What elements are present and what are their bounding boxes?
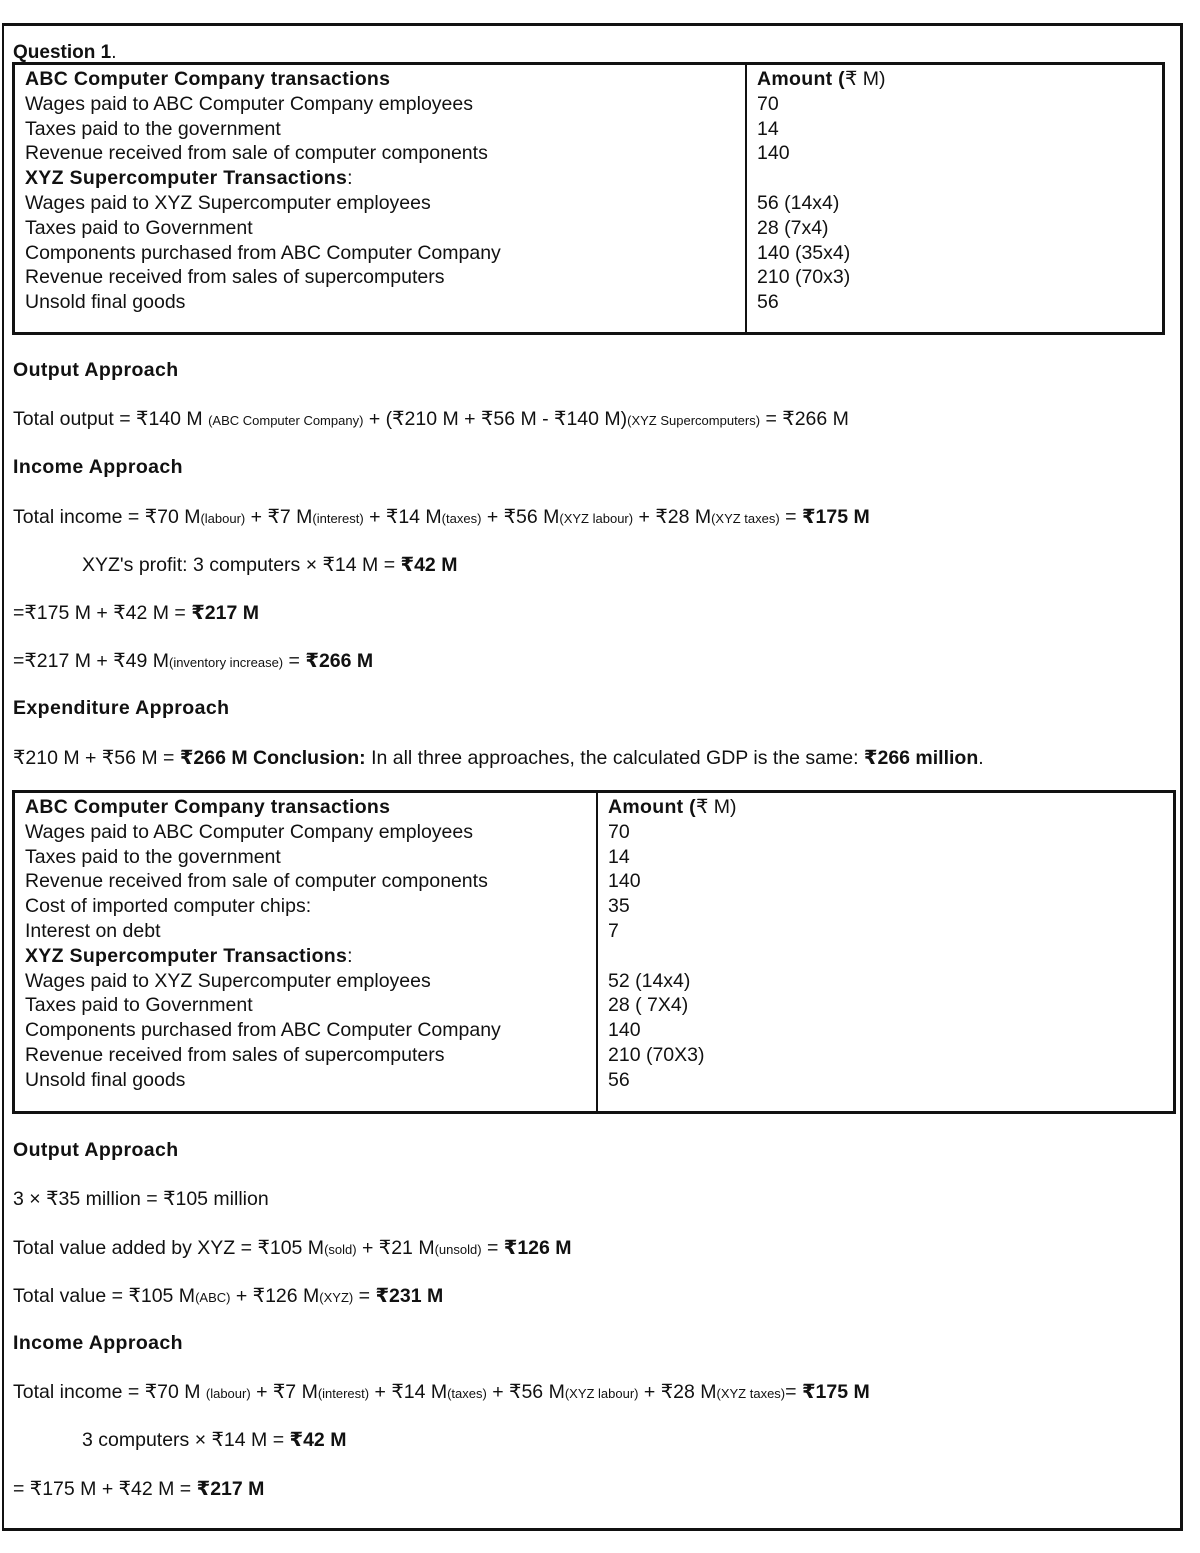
row-label: Components purchased from ABC Computer Company xyxy=(25,241,501,264)
sum-line: =₹175 M + ₹42 M = ₹217 M xyxy=(13,602,259,624)
row-amount: 14 xyxy=(757,117,779,140)
row-amount: 52 (14x4) xyxy=(608,969,691,992)
row-label: XYZ Supercomputer Transactions: xyxy=(25,167,353,190)
expenditure-approach-heading: Expenditure Approach xyxy=(13,697,230,719)
row-amount: 28 (7x4) xyxy=(757,216,829,239)
row-label: Unsold final goods xyxy=(25,1068,186,1091)
transactions-table-1 xyxy=(12,62,1165,335)
labels-column xyxy=(14,792,598,1113)
row-label: Taxes paid to the government xyxy=(25,845,281,868)
answer-page xyxy=(2,23,1183,1531)
row-label: Wages paid to ABC Computer Company employees xyxy=(25,92,473,115)
row-label: Revenue received from sale of computer components xyxy=(25,142,488,165)
amounts-column xyxy=(746,64,1164,334)
labels-column xyxy=(14,64,747,334)
row-amount: 35 xyxy=(608,895,630,918)
row-label: Interest on debt xyxy=(25,919,161,942)
total-value-line: Total value = ₹105 M(ABC) + ₹126 M(XYZ) = ₹231 M xyxy=(13,1285,444,1307)
row-label: XYZ Supercomputer Transactions: xyxy=(25,944,353,967)
row-label: Revenue received from sales of supercomputers xyxy=(25,1043,445,1066)
row-amount: 7 xyxy=(608,919,619,942)
row-label: Taxes paid to the government xyxy=(25,117,281,140)
row-amount: 210 (70x3) xyxy=(757,266,851,289)
row-amount: 70 xyxy=(608,820,630,843)
row-label: Taxes paid to Government xyxy=(25,994,253,1017)
row-amount: 140 xyxy=(757,142,790,165)
table-header-label: ABC Computer Company transactions xyxy=(25,796,391,818)
row-amount: 14 xyxy=(608,845,630,868)
row-label: Revenue received from sale of computer components xyxy=(25,870,488,893)
row-amount: 70 xyxy=(757,92,779,115)
row-amount xyxy=(608,944,1173,969)
row-amount xyxy=(757,166,1162,191)
xyz-profit-line: XYZ's profit: 3 computers × ₹14 M = ₹42 M xyxy=(82,554,458,576)
output-approach-heading-2: Output Approach xyxy=(13,1139,179,1161)
row-label: Revenue received from sales of supercomputers xyxy=(25,266,445,289)
row-amount: 28 ( 7X4) xyxy=(608,994,689,1017)
expenditure-conclusion-line: ₹210 M + ₹56 M = ₹266 M Conclusion: In all three approaches, the calculated GDP is the same: ₹266 million. xyxy=(13,747,984,769)
transactions-table-2 xyxy=(12,790,1176,1114)
profit-line-2: 3 computers × ₹14 M = ₹42 M xyxy=(82,1429,347,1451)
row-label: Wages paid to XYZ Supercomputer employees xyxy=(25,191,431,214)
inventory-line: =₹217 M + ₹49 M(inventory increase) = ₹266 M xyxy=(13,650,374,672)
row-label: Unsold final goods xyxy=(25,291,186,314)
total-income-line-2: Total income = ₹70 M (labour) + ₹7 M(interest) + ₹14 M(taxes) + ₹56 M(XYZ labour) + ₹28 M(XYZ taxes)= ₹175 M xyxy=(13,1381,870,1403)
row-label: Cost of imported computer chips: xyxy=(25,895,312,918)
row-amount: 56 xyxy=(757,291,779,314)
table-header-amount: Amount (₹ M) xyxy=(757,68,886,90)
table-header-amount: Amount (₹ M) xyxy=(608,796,737,818)
row-amount: 210 (70X3) xyxy=(608,1043,705,1066)
total-income-line: Total income = ₹70 M(labour) + ₹7 M(interest) + ₹14 M(taxes) + ₹56 M(XYZ labour) + ₹28 M(XYZ taxes) = ₹175 M xyxy=(13,506,870,528)
sum-line-2: = ₹175 M + ₹42 M = ₹217 M xyxy=(13,1478,265,1500)
output-approach-heading: Output Approach xyxy=(13,359,179,381)
row-amount: 140 xyxy=(608,870,641,893)
total-output-line: Total output = ₹140 M (ABC Computer Company) + (₹210 M + ₹56 M - ₹140 M)(XYZ Supercomputers) = ₹266 M xyxy=(13,408,849,430)
row-label: Components purchased from ABC Computer Company xyxy=(25,1019,501,1042)
row-label: Wages paid to ABC Computer Company employees xyxy=(25,820,473,843)
amounts-column xyxy=(597,792,1175,1113)
question-title: Question 1. xyxy=(13,42,117,63)
chips-line: 3 × ₹35 million = ₹105 million xyxy=(13,1188,269,1210)
row-amount: 56 xyxy=(608,1068,630,1091)
row-amount: 140 (35x4) xyxy=(757,241,851,264)
xyz-value-added-line: Total value added by XYZ = ₹105 M(sold) + ₹21 M(unsold) = ₹126 M xyxy=(13,1237,572,1259)
row-label: Taxes paid to Government xyxy=(25,216,253,239)
row-amount: 140 xyxy=(608,1019,641,1042)
row-amount: 56 (14x4) xyxy=(757,191,840,214)
row-label: Wages paid to XYZ Supercomputer employees xyxy=(25,969,431,992)
table-header-label: ABC Computer Company transactions xyxy=(25,68,391,90)
income-approach-heading: Income Approach xyxy=(13,456,183,478)
income-approach-heading-2: Income Approach xyxy=(13,1332,183,1354)
